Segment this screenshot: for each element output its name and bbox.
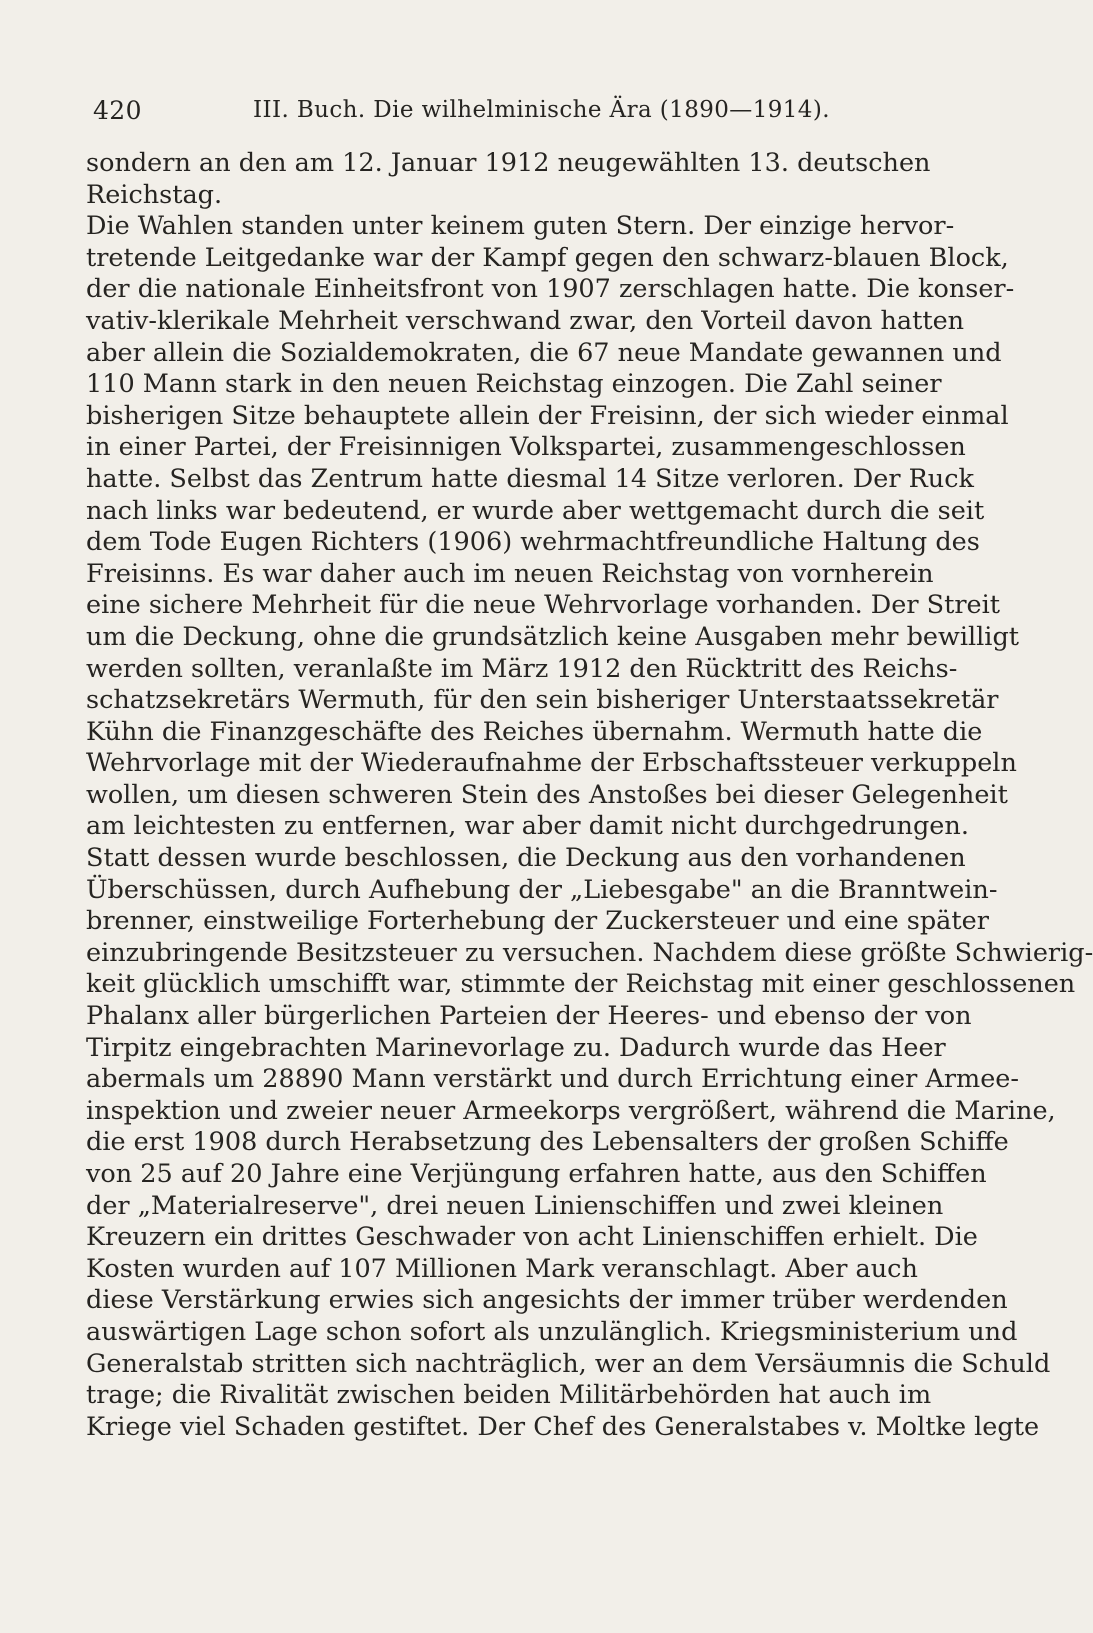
- text-line: nach links war bedeutend, er wurde aber wettgemacht durch die seit: [86, 495, 985, 526]
- text-line: Die Wahlen standen unter keinem guten Stern. Der einzige hervor-: [86, 211, 955, 242]
- text-line: vativ-klerikale Mehrheit verschwand zwar, den Vorteil davon hatten: [86, 305, 965, 336]
- text-line: Generalstab stritten sich nachträglich, wer an dem Versäumnis die Schuld: [86, 1348, 1051, 1379]
- text-line: abermals um 28890 Mann verstärkt und durch Errichtung einer Armee-: [86, 1064, 1019, 1095]
- page-number: 420: [93, 96, 142, 125]
- text-line: Kreuzern ein drittes Geschwader von acht Linienschiffen erhielt. Die: [86, 1222, 978, 1253]
- text-line: Kühn die Finanzgeschäfte des Reiches übernahm. Wermuth hatte die: [86, 716, 983, 747]
- text-line: trage; die Rivalität zwischen beiden Militärbehörden hat auch im: [86, 1380, 932, 1411]
- text-line: 110 Mann stark in den neuen Reichstag einzogen. Die Zahl seiner: [86, 369, 942, 400]
- text-line: die erst 1908 durch Herabsetzung des Lebensalters der großen Schiffe: [86, 1127, 1009, 1158]
- text-line: werden sollten, veranlaßte im März 1912 den Rücktritt des Reichs-: [86, 653, 958, 684]
- text-line: sondern an den am 12. Januar 1912 neugewählten 13. deutschen: [86, 148, 931, 178]
- text-line: hatte. Selbst das Zentrum hatte diesmal 14 Sitze verloren. Der Ruck: [86, 463, 974, 494]
- text-line: keit glücklich umschifft war, stimmte der Reichstag mit einer geschlossenen: [86, 969, 1076, 1000]
- text-line: der „Materialreserve", drei neuen Linienschiffen und zwei kleinen: [86, 1190, 944, 1221]
- text-line: bisherigen Sitze behauptete allein der Freisinn, der sich wieder einmal: [86, 400, 1009, 431]
- text-line: Statt dessen wurde beschlossen, die Deckung aus den vorhandenen: [86, 843, 966, 874]
- text-line: inspektion und zweier neuer Armeekorps vergrößert, während die Marine,: [86, 1095, 1056, 1126]
- text-line: der die nationale Einheitsfront von 1907 zerschlagen hatte. Die konser-: [86, 274, 1015, 305]
- text-line: Wehrvorlage mit der Wiederaufnahme der Erbschaftssteuer verkuppeln: [86, 748, 1017, 779]
- text-line: auswärtigen Lage schon sofort als unzulänglich. Kriegsministerium und: [86, 1316, 1018, 1347]
- text-line: von 25 auf 20 Jahre eine Verjüngung erfahren hatte, aus den Schiffen: [86, 1159, 987, 1189]
- text-line: Überschüssen, durch Aufhebung der „Liebesgabe" an die Branntwein-: [86, 874, 998, 905]
- running-head-title: III. Buch. Die wilhelminische Ära (1890—1914).: [253, 97, 830, 123]
- text-line: Tirpitz eingebrachten Marinevorlage zu. Dadurch wurde das Heer: [86, 1032, 946, 1063]
- text-line: aber allein die Sozialdemokraten, die 67 neue Mandate gewannen und: [86, 337, 1002, 368]
- text-line: brenner, einstweilige Forterhebung der Zuckersteuer und eine später: [86, 906, 989, 937]
- text-line: diese Verstärkung erwies sich angesichts der immer trüber werdenden: [86, 1285, 1008, 1316]
- text-line: eine sichere Mehrheit für die neue Wehrvorlage vorhanden. Der Streit: [86, 590, 1001, 621]
- text-line: Reichstag.: [86, 179, 223, 210]
- text-line: wollen, um diesen schweren Stein des Anstoßes bei dieser Gelegenheit: [86, 779, 1008, 810]
- running-head: [93, 96, 913, 132]
- text-line: Kosten wurden auf 107 Millionen Mark veranschlagt. Aber auch: [86, 1253, 918, 1284]
- text-line: tretende Leitgedanke war der Kampf gegen den schwarz-blauen Block,: [86, 242, 1009, 273]
- text-line: dem Tode Eugen Richters (1906) wehrmachtfreundliche Haltung des: [86, 527, 980, 558]
- body-text: [86, 148, 1093, 1443]
- text-line: Freisinns. Es war daher auch im neuen Reichstag von vornherein: [86, 558, 934, 589]
- text-line: am leichtesten zu entfernen, war aber damit nicht durchgedrungen.: [86, 811, 969, 842]
- text-line: um die Deckung, ohne die grundsätzlich keine Ausgaben mehr bewilligt: [86, 621, 1020, 652]
- text-line: Kriege viel Schaden gestiftet. Der Chef des Generalstabes v. Moltke legte: [86, 1411, 1040, 1442]
- text-line: in einer Partei, der Freisinnigen Volkspartei, zusammengeschlossen: [86, 432, 966, 463]
- text-line: schatzsekretärs Wermuth, für den sein bisheriger Unterstaatssekretär: [86, 685, 999, 716]
- text-line: Phalanx aller bürgerlichen Parteien der Heeres- und ebenso der von: [86, 1001, 972, 1032]
- text-line: einzubringende Besitzsteuer zu versuchen. Nachdem diese größte Schwierig-: [86, 937, 1093, 968]
